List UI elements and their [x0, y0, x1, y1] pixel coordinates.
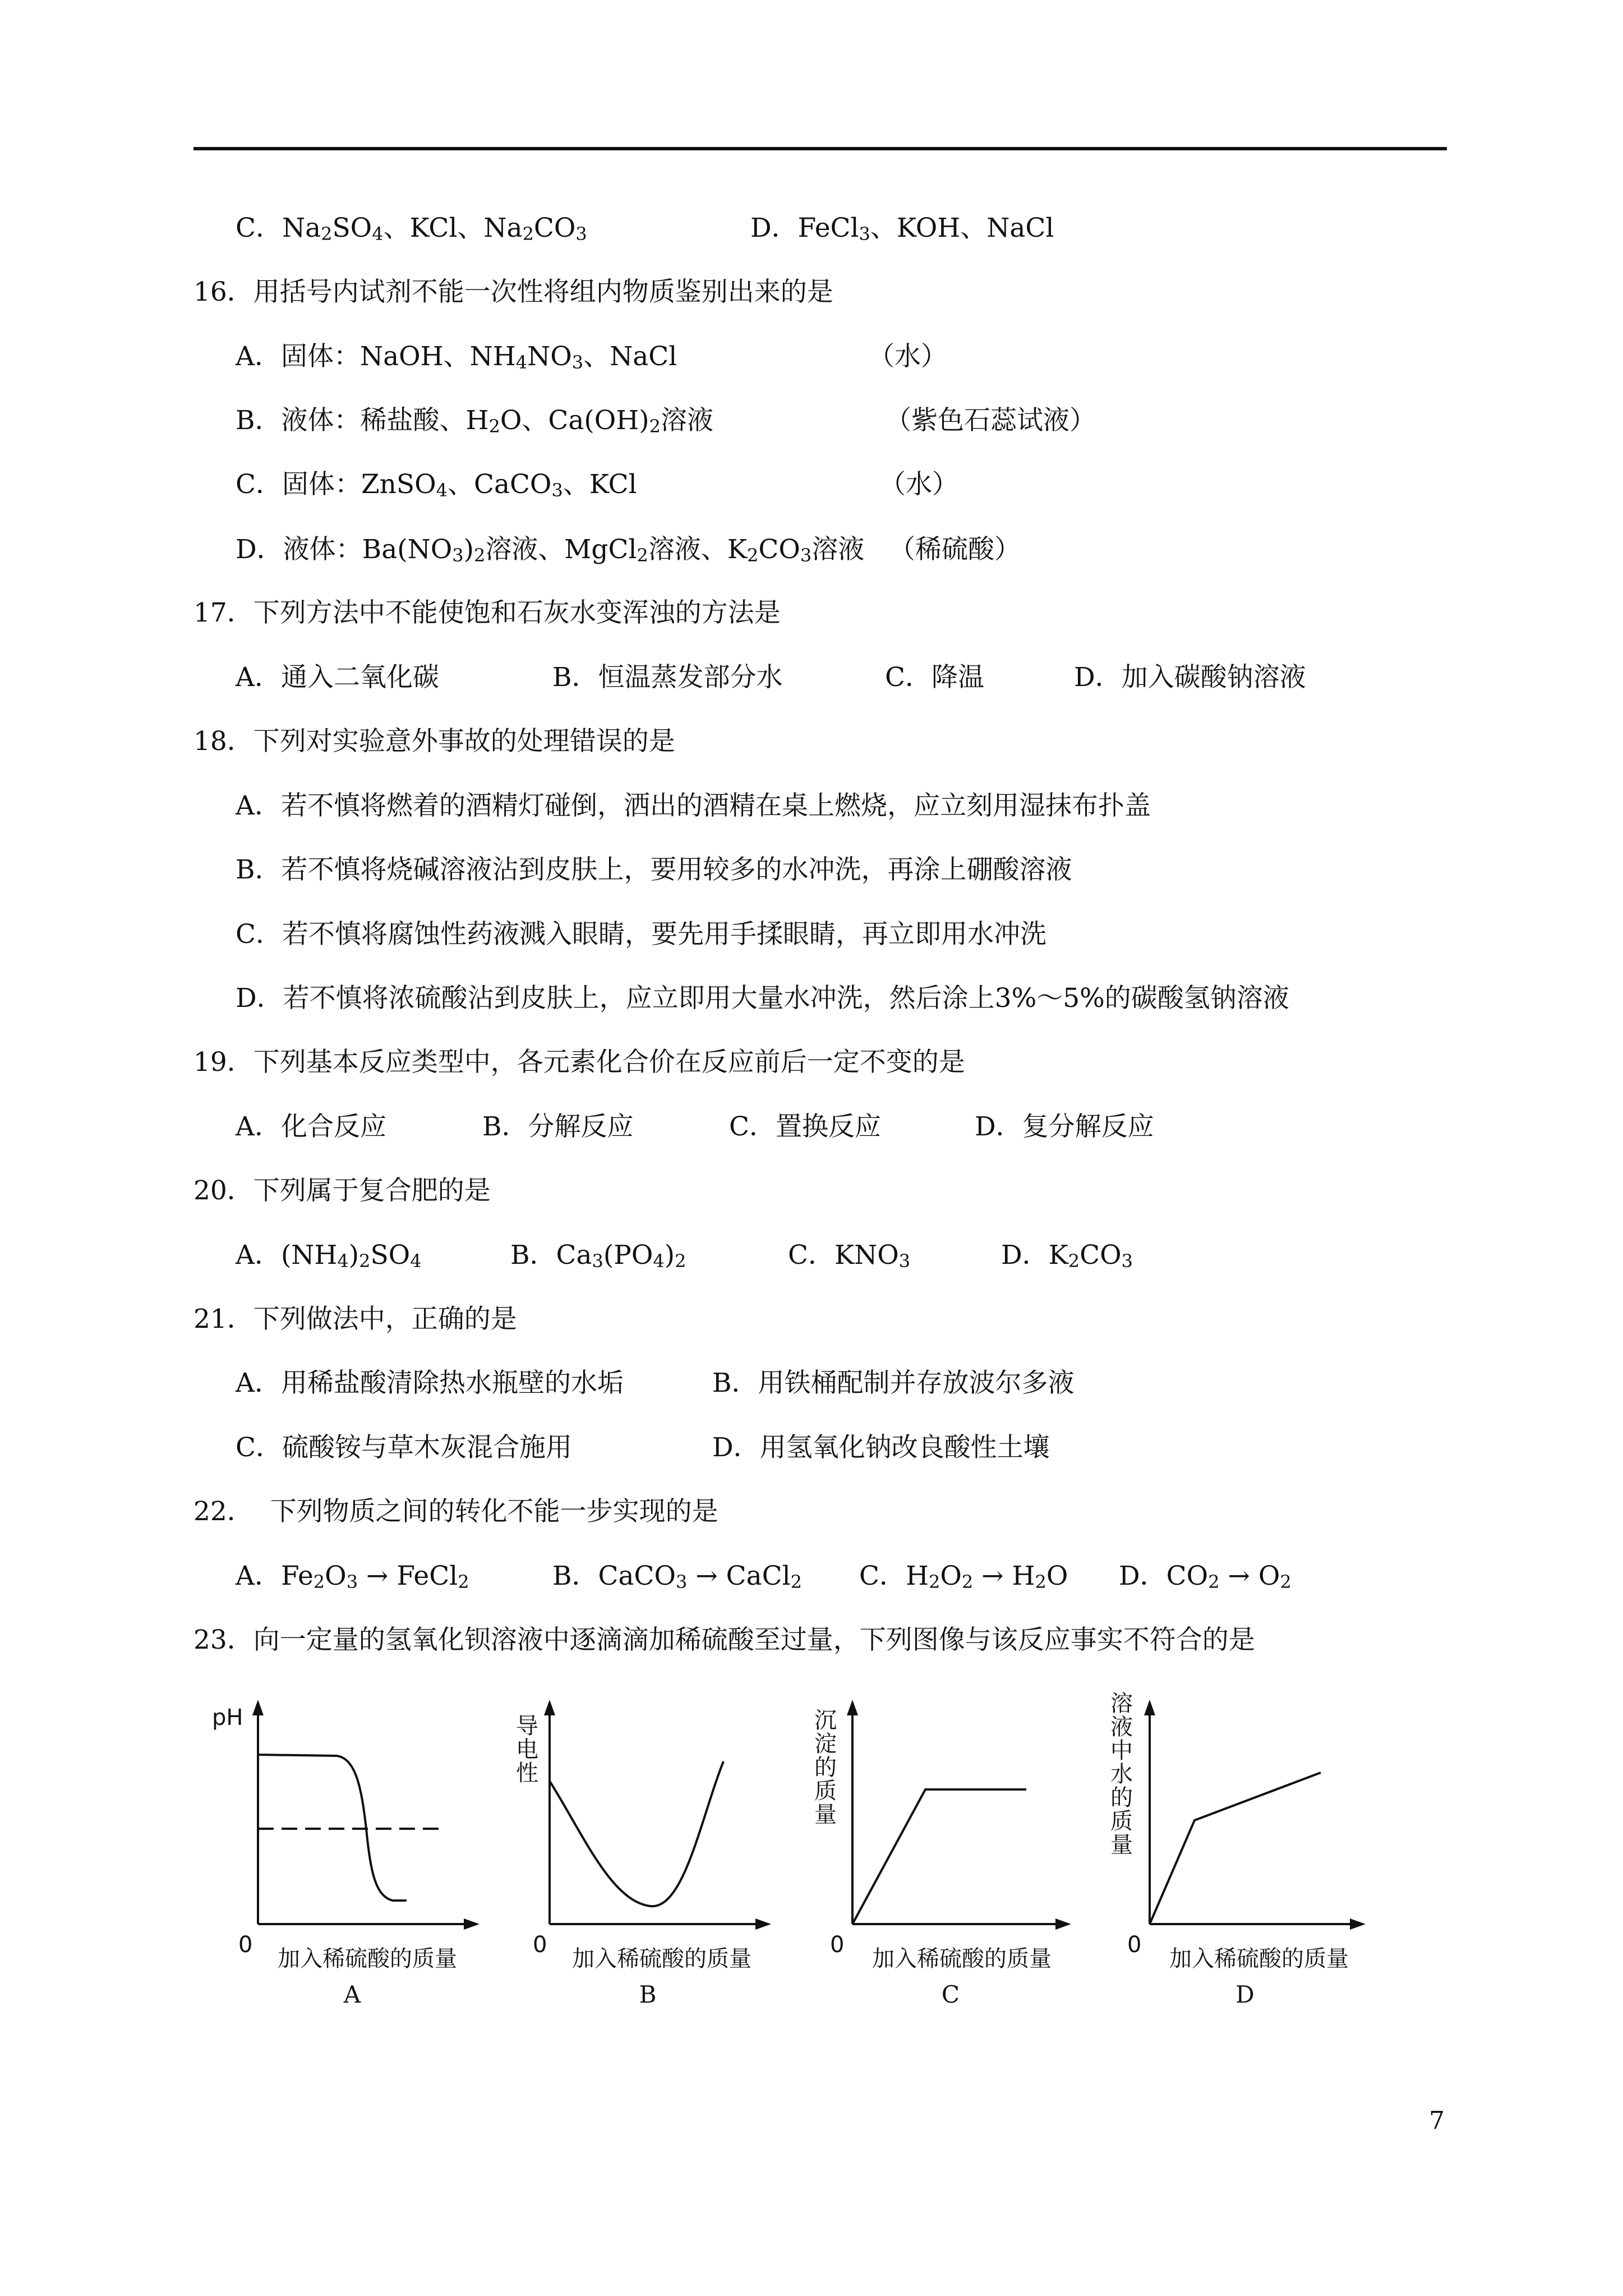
arrow-icon: → [981, 1561, 1004, 1591]
q15-option-d: D．FeCl$_3$、KOH、NaCl [750, 213, 1054, 245]
graph-b-ylabel-3: 性 [516, 1760, 538, 1786]
graph-d-ylabel-2: 液 [1110, 1714, 1133, 1740]
q17-stem: 17．下列方法中不能使饱和石灰水变浑浊的方法是 [193, 597, 781, 628]
q22-option-a: A．$Fe_2O_3$ → FeCl$_2$ [236, 1561, 469, 1593]
q16-option-c: C．固体：ZnSO$_4$、CaCO$_3$、KCl [236, 469, 637, 501]
q16-stem: 16．用括号内试剂不能一次性将组内物质鉴别出来的是 [193, 277, 833, 307]
q22-stem: 22． 下列物质之间的转化不能一步实现的是 [193, 1496, 718, 1527]
graph-a-x-arrow [464, 1918, 479, 1930]
graph-b-ylabel-1: 导 [516, 1713, 538, 1739]
q21-option-d: D．用氢氧化钠改良酸性土壤 [712, 1432, 1050, 1463]
q22-option-d: D．$CO_2 \to O_2$ [1119, 1561, 1292, 1593]
page-number: 7 [1429, 2106, 1445, 2135]
q16-reagent-a: （水） [868, 341, 947, 372]
graph-c-ylabel-2: 淀 [814, 1731, 837, 1757]
graph-b-ylabel-2: 电 [516, 1737, 538, 1763]
q16-option-b: B．液体：稀盐酸、$H_2O$、$Ca(OH)_2$溶液 [236, 405, 713, 437]
graph-b-y-arrow [544, 1700, 555, 1715]
graph-d-letter: D [1235, 1981, 1255, 2008]
graph-d-ylabel-1: 溶 [1110, 1691, 1133, 1717]
graph-d [1108, 1691, 1388, 2010]
q17-option-a: A．通入二氧化碳 [236, 662, 439, 693]
q18-option-b: B．若不慎将烧碱溶液沾到皮肤上，要用较多的水冲洗，再涂上硼酸溶液 [236, 854, 1072, 885]
graph-a-letter: A [343, 1981, 361, 2008]
graph-d-ylabel-4: 水 [1110, 1761, 1133, 1787]
graph-d-ylabel-6: 质 [1110, 1809, 1133, 1834]
header-rule [193, 147, 1447, 150]
q16-option-d: D．液体：$Ba(NO_3)_2$溶液、MgCl$_2$溶液、$K_2CO_3$溶液 [236, 534, 865, 566]
graph-c-ylabel-1: 沉 [814, 1708, 837, 1733]
graph-a-y-arrow [252, 1700, 264, 1715]
q16-reagent-d: （稀硫酸） [889, 534, 1021, 565]
graph-d-origin: 0 [1127, 1932, 1142, 1958]
q23-stem: 23．向一定量的氢氧化钡溶液中逐滴滴加稀硫酸至过量，下列图像与该反应事实不符合的是 [193, 1625, 1255, 1655]
graph-c-ylabel-3: 的 [814, 1755, 837, 1780]
q18-option-a: A．若不慎将燃着的酒精灯碰倒，洒出的酒精在桌上燃烧，应立刻用湿抹布扑盖 [236, 790, 1151, 821]
graph-c-xlabel: 加入稀硫酸的质量 [872, 1946, 1052, 1972]
graph-c-ylabel-4: 质 [814, 1778, 837, 1804]
graph-d-ylabel-5: 的 [1110, 1785, 1133, 1811]
q20-option-c: C．$KNO_3$ [788, 1240, 911, 1272]
graph-d-line [1150, 1773, 1321, 1924]
q19-option-d: D．复分解反应 [975, 1111, 1154, 1142]
graph-c-letter: C [941, 1981, 960, 2008]
q17-option-d: D．加入碳酸钠溶液 [1074, 662, 1306, 693]
graph-d-y-arrow [1144, 1700, 1155, 1715]
graph-a [208, 1694, 488, 2010]
graph-c [813, 1694, 1094, 2010]
q21-option-a: A．用稀盐酸清除热水瓶壁的水垢 [236, 1368, 624, 1398]
q15-option-c: C．$Na_2SO_4$、KCl、$Na_2CO_3$ [236, 213, 587, 245]
arrow-icon: → [1228, 1561, 1250, 1591]
q20-stem: 20．下列属于复合肥的是 [193, 1175, 491, 1206]
q21-stem: 21．下列做法中，正确的是 [193, 1304, 517, 1335]
q20-option-d: D．$K_2CO_3$ [1001, 1240, 1133, 1272]
graph-b-letter: B [639, 1981, 657, 2008]
graph-b-xlabel: 加入稀硫酸的质量 [572, 1946, 751, 1972]
graph-d-xlabel: 加入稀硫酸的质量 [1169, 1946, 1349, 1972]
q19-option-b: B．分解反应 [482, 1111, 634, 1142]
graph-c-x-arrow [1055, 1918, 1071, 1930]
q18-option-d: D．若不慎将浓硫酸沾到皮肤上，应立即用大量水冲洗，然后涂上3%～5%的碳酸氢钠溶液 [236, 983, 1289, 1014]
graph-c-ylabel-5: 量 [814, 1802, 837, 1828]
q17-option-c: C．降温 [885, 662, 984, 693]
q19-stem: 19．下列基本反应类型中，各元素化合价在反应前后一定不变的是 [193, 1047, 965, 1078]
graph-a-ylabel: pH [212, 1705, 243, 1731]
q22-option-b: B．CaCO$_3$ → CaCl$_2$ [552, 1561, 803, 1593]
q17-option-b: B．恒温蒸发部分水 [552, 662, 783, 693]
q20-option-a: A．$(NH_4)_2SO_4$ [236, 1240, 422, 1272]
q22-option-c: C．$H_2O_2 \to H_2O$ [859, 1561, 1068, 1593]
arrow-icon: → [366, 1561, 389, 1591]
graph-b-x-arrow [755, 1918, 771, 1930]
q18-option-c: C．若不慎将腐蚀性药液溅入眼睛，要先用手揉眼睛，再立即用水冲洗 [236, 919, 1046, 950]
q19-option-c: C．置换反应 [729, 1111, 881, 1142]
q16-option-a: A．固体：NaOH、$NH_4NO_3$、NaCl [236, 341, 677, 373]
graph-a-xlabel: 加入稀硫酸的质量 [278, 1946, 457, 1972]
graph-c-y-arrow [847, 1700, 858, 1715]
graph-b-curve [550, 1761, 723, 1906]
q21-option-c: C．硫酸铵与草木灰混合施用 [236, 1432, 572, 1463]
q16-reagent-c: （水） [879, 469, 958, 500]
q20-option-b: B．$Ca_3(PO_4)_2$ [510, 1240, 686, 1272]
graph-d-ylabel-3: 中 [1110, 1738, 1133, 1764]
graph-b [516, 1694, 796, 2010]
graph-c-line [852, 1789, 1026, 1924]
graph-a-origin: 0 [238, 1932, 253, 1958]
arrow-icon: → [695, 1561, 718, 1591]
graph-c-origin: 0 [830, 1932, 845, 1958]
q21-option-b: B．用铁桶配制并存放波尔多液 [712, 1368, 1075, 1398]
q18-stem: 18．下列对实验意外事故的处理错误的是 [193, 726, 675, 757]
graph-d-ylabel-7: 量 [1110, 1832, 1133, 1858]
graph-b-origin: 0 [533, 1932, 547, 1958]
q19-option-a: A．化合反应 [236, 1111, 386, 1142]
graph-d-x-arrow [1350, 1918, 1366, 1930]
q16-reagent-b: （紫色石蕊试液） [885, 405, 1096, 436]
